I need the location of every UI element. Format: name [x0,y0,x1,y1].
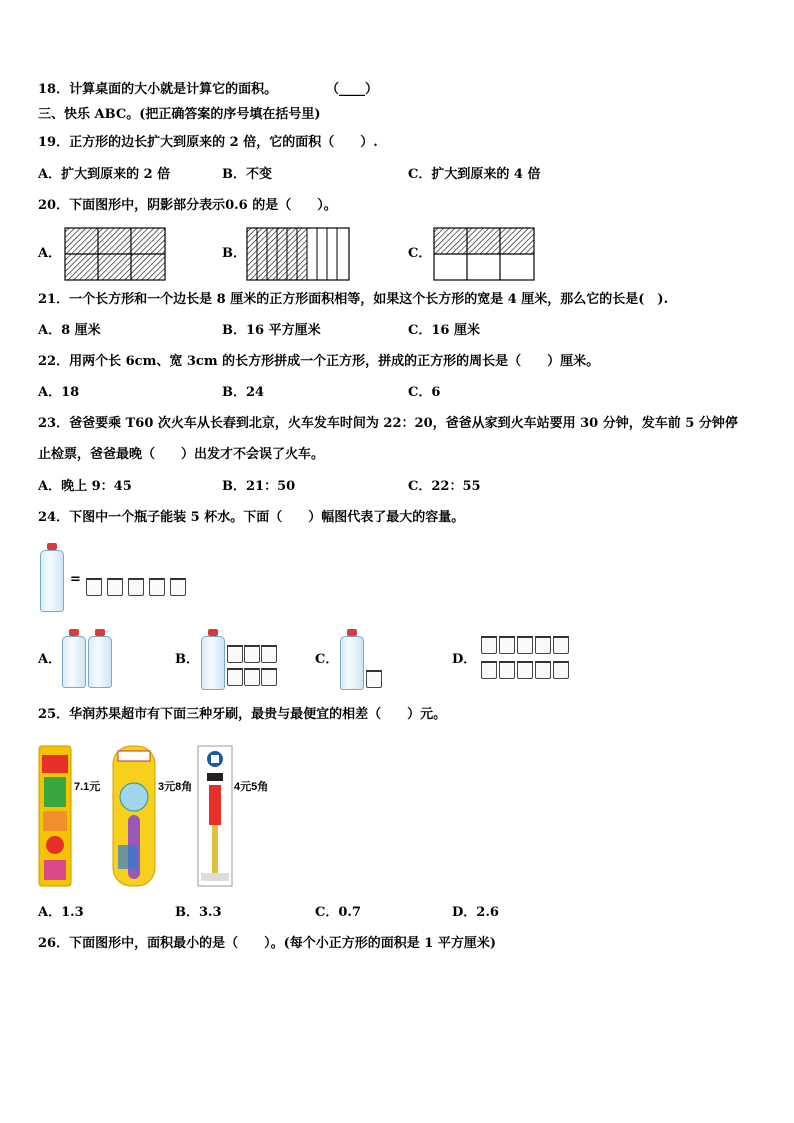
toothbrush-2-image [112,745,156,887]
toothbrush-2-price: 3元8角 [158,781,193,793]
q21-option-c[interactable]: C．16 厘米 [408,323,480,338]
cup-icon [227,645,243,663]
q26-text: 26．下面图形中，面积最小的是（ ）。(每个小正方形的面积是 1 平方厘米) [38,936,496,951]
q20-figure-c [433,227,535,281]
section-title: 三、快乐 ABC。(把正确答案的序号填在括号里) [38,107,321,122]
toothbrush-1-price: 7.1元 [74,781,101,793]
cup-icon [499,661,515,679]
q18-text: 18．计算桌面的大小就是计算它的面积。 [38,82,278,97]
q25-option-b[interactable]: B．3.3 [175,905,222,920]
q21-option-b[interactable]: B．16 平方厘米 [222,323,321,338]
q21-option-a[interactable]: A．8 厘米 [38,323,101,338]
q22-option-b[interactable]: B．24 [222,385,265,400]
q24-option-c[interactable]: C． [315,652,339,667]
q20-option-b[interactable]: B． [222,246,246,261]
q23-option-b[interactable]: B．21：50 [222,479,296,494]
cup-icon [86,578,102,596]
q20-figure-b [246,227,350,281]
cup-icon [517,661,533,679]
q22-option-a[interactable]: A．18 [38,385,80,400]
q19-option-a[interactable]: A．扩大到原来的 2 倍 [38,167,171,182]
cup-icon [244,668,260,686]
q19-text: 19．正方形的边长扩大到原来的 2 倍，它的面积（ ）. [38,135,378,150]
toothbrush-3-image [197,745,233,887]
q25-option-a[interactable]: A．1.3 [38,905,84,920]
q24-option-a[interactable]: A． [38,652,62,667]
cup-icon [149,578,165,596]
bottle-icon [40,550,64,612]
bottle-icon [88,636,112,688]
bottle-icon [62,636,86,688]
q22-text: 22．用两个长 6cm、宽 3cm 的长方形拼成一个正方形，拼成的正方形的周长是（ ）厘米。 [38,354,600,369]
q19-option-c[interactable]: C．扩大到原来的 4 倍 [408,167,541,182]
q25-text: 25．华润苏果超市有下面三种牙刷，最贵与最便宜的相差（ ）元。 [38,707,447,722]
q20-figure-a [64,227,166,281]
q23-text-line2: 止检票，爸爸最晚（ ）出发才不会误了火车。 [38,447,325,462]
bottle-icon [201,636,225,690]
cup-icon [128,578,144,596]
cup-icon [227,668,243,686]
cup-icon [366,670,382,688]
cup-icon [261,645,277,663]
q24-option-b[interactable]: B． [175,652,199,667]
cup-icon [107,578,123,596]
q25-option-d[interactable]: D．2.6 [452,905,499,920]
q19-option-b[interactable]: B．不变 [222,167,272,182]
q23-text-line1: 23．爸爸要乘 T60 次火车从长春到北京，火车发车时间为 22：20，爸爸从家到火车站要用 30 分钟，发车前 5 分钟停 [38,416,738,431]
bottle-icon [340,636,364,690]
cup-icon [170,578,186,596]
cup-icon [535,636,551,654]
toothbrush-3-price: 4元5角 [234,781,269,793]
cup-icon [481,636,497,654]
q24-text: 24．下图中一个瓶子能装 5 杯水。下面（ ）幅图代表了最大的容量。 [38,510,465,525]
toothbrush-1-image [38,745,72,887]
q25-option-c[interactable]: C．0.7 [315,905,361,920]
cup-icon [535,661,551,679]
q20-option-a[interactable]: A． [38,246,62,261]
equals-sign: = [70,572,81,587]
cup-icon [481,661,497,679]
q20-option-c[interactable]: C． [408,246,432,261]
q18-bracket[interactable]: （____） [326,82,379,97]
q24-option-d[interactable]: D． [452,652,477,667]
q20-text: 20．下面图形中，阴影部分表示0.6 的是（ ）。 [38,198,337,213]
q22-option-c[interactable]: C．6 [408,385,441,400]
cup-icon [553,636,569,654]
cup-icon [499,636,515,654]
cup-icon [517,636,533,654]
cup-icon [261,668,277,686]
cup-icon [553,661,569,679]
q21-text: 21．一个长方形和一个边长是 8 厘米的正方形面积相等，如果这个长方形的宽是 4 厘米，那么它的长是( ). [38,292,669,307]
q23-option-c[interactable]: C．22：55 [408,479,481,494]
cup-icon [244,645,260,663]
q23-option-a[interactable]: A．晚上 9：45 [38,479,132,494]
